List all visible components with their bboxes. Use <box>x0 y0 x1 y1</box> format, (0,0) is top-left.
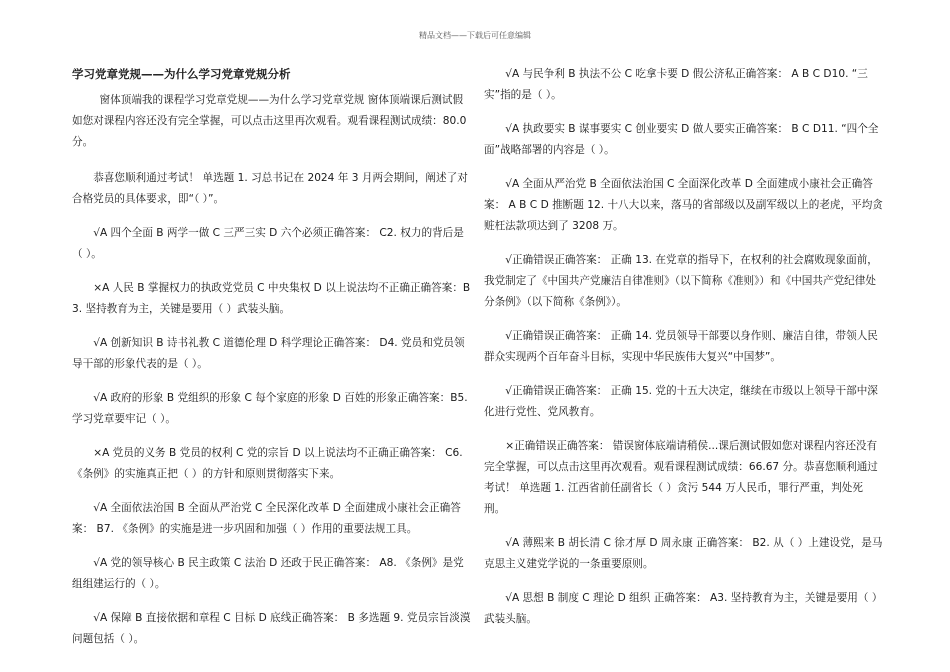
paragraph: ×正确错误正确答案： 错误窗体底端请稍侯...课后测试假如您对课程内容还没有完全掌握，可以点击这里再次观看。观看课程测试成绩：66.67 分。恭喜您顺利通过考试！ 单选题 1. 江西省前任副省长（ ）贪污 544 万人民币，罪行严重，判处死刑。 <box>484 440 878 515</box>
paragraph: √正确错误正确答案： 正确 14. 党员领导干部要以身作则、廉洁自律，带领人民群众实现两个百年奋斗目标，实现中华民族伟大复兴“中国梦”。 <box>484 330 878 363</box>
paragraph: √A 保障 B 直接依据和章程 C 目标 D 底线正确答案： B 多选题 9. 党员宗旨淡漠问题包括（ ）。 <box>72 612 471 645</box>
left-column <box>72 64 472 663</box>
paragraph: √A 创新知识 B 诗书礼教 C 道德伦理 D 科学理论正确答案： D4. 党员和党员领导干部的形象代表的是（ ）。 <box>72 337 465 370</box>
paragraph: ×A 人民 B 掌握权力的执政党党员 C 中央集权 D 以上说法均不正确正确答案：B3. 坚持教育为主，关键是要用（ ）武装头脑。 <box>72 282 471 315</box>
paragraph: √正确错误正确答案： 正确 15. 党的十五大决定，继续在市级以上领导干部中深化进行党性、党风教育。 <box>484 385 878 418</box>
paragraph: ×A 党员的义务 B 党员的权利 C 党的宗旨 D 以上说法均不正确正确答案： C6. 《条例》的实施真正把（ ）的方针和原则贯彻落实下来。 <box>72 447 463 480</box>
paragraph: √A 全面依法治国 B 全面从严治党 C 全民深化改革 D 全面建成小康社会正确答案： B7. 《条例》的实施是进一步巩固和加强（ ）作用的重要法规工具。 <box>72 502 461 535</box>
document-title: 学习党章党规——为什么学习党章党规分析 <box>72 67 291 81</box>
page-header: 精品文档——下载后可任意编辑 <box>419 31 531 40</box>
paragraph: √A 执政要实 B 谋事要实 C 创业要实 D 做人要实正确答案： B C D11. “四个全面”战略部署的内容是（ ）。 <box>484 123 879 156</box>
paragraph: √A 薄熙来 B 胡长清 C 徐才厚 D 周永康 正确答案： B2. 从（ ）上建设党，是马克思主义建党学说的一条重要原则。 <box>484 537 883 570</box>
paragraph: 窗体顶端我的课程学习党章党规——为什么学习党章党规 窗体顶端课后测试假如您对课程内容还没有完全掌握，可以点击这里再次观看。观看课程测试成绩：80.0 分。 <box>72 94 467 148</box>
paragraph: √A 与民争利 B 执法不公 C 吃拿卡要 D 假公济私正确答案： A B C D10. “三实”指的是（ ）。 <box>484 68 868 101</box>
paragraph: √A 政府的形象 B 党组织的形象 C 每个家庭的形象 D 百姓的形象正确答案：B5. 学习党章要牢记（ ）。 <box>72 392 468 425</box>
paragraph: √正确错误正确答案： 正确 13. 在党章的指导下，在权利的社会腐败现象面前，我党制定了《中国共产党廉洁自律准则》（以下简称《准则》）和《中国共产党纪律处分条例》（以下简称《条例》）。 <box>484 254 878 308</box>
paragraph: √A 党的领导核心 B 民主政策 C 法治 D 还政于民正确答案： A8. 《条例》是党组组建运行的（ ）。 <box>72 557 464 590</box>
paragraph: √A 全面从严治党 B 全面依法治国 C 全面深化改革 D 全面建成小康社会正确答案： A B C D 推断题 12. 十八大以来，落马的省部级以及副军级以上的老虎，平均贪赃枉法款项达到了 3208 万。 <box>484 178 883 232</box>
paragraph: 恭喜您顺利通过考试！ 单选题 1. 习总书记在 2024 年 3 月两会期间，阐述了对合格党员的具体要求，即“（ ）”。 <box>72 172 468 205</box>
paragraph: √A 四个全面 B 两学一做 C 三严三实 D 六个必须正确答案： C2. 权力的背后是（ ）。 <box>72 227 464 260</box>
paragraph: √A 思想 B 制度 C 理论 D 组织 正确答案： A3. 坚持教育为主，关键是要用（ ）武装头脑。 <box>484 592 883 625</box>
right-column <box>484 64 884 643</box>
